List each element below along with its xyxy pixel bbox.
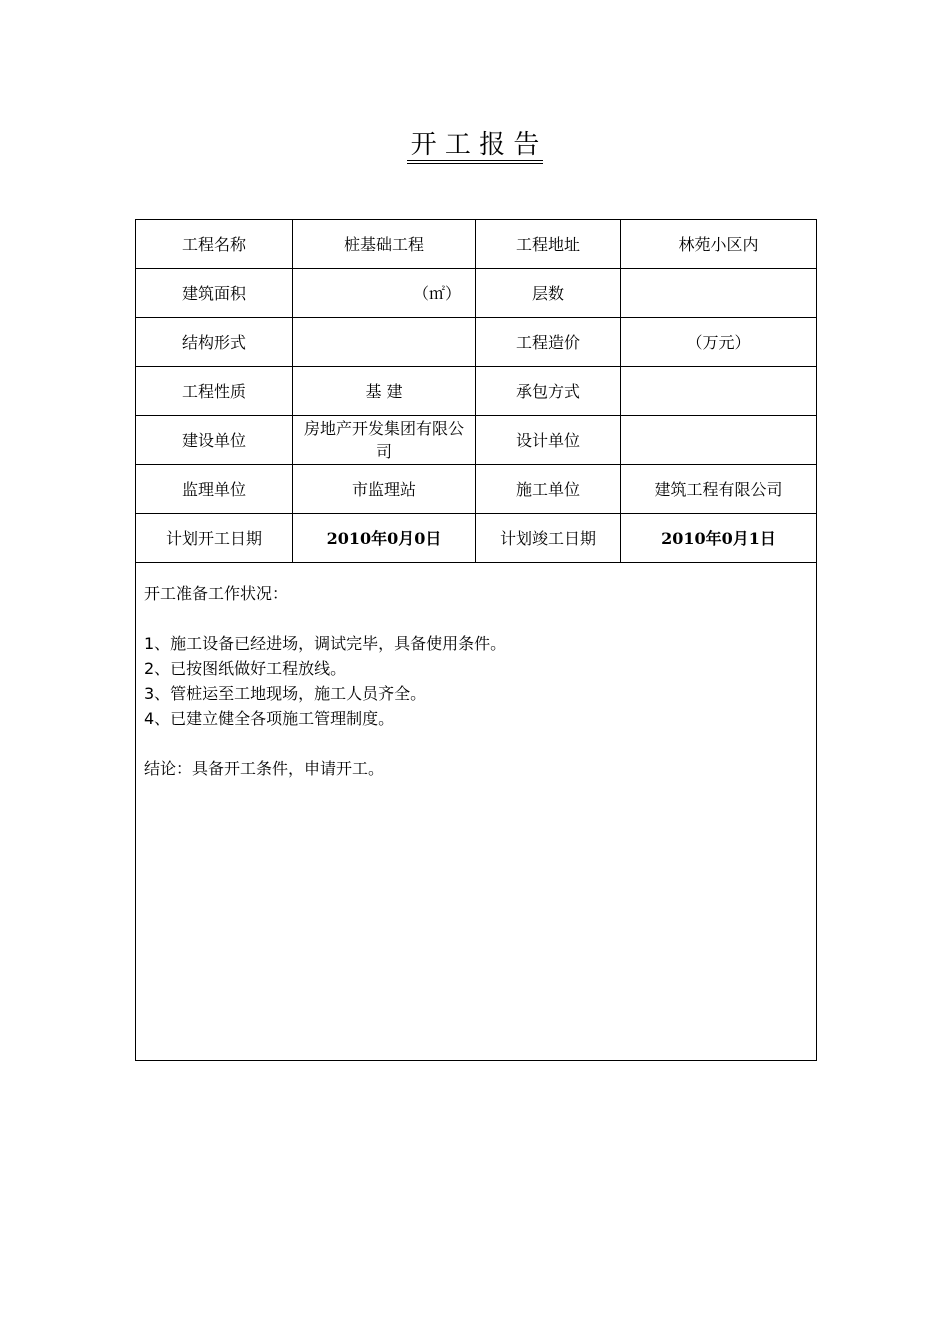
label-planned-start-date: 计划开工日期 (136, 514, 293, 563)
value-structure-type (293, 318, 476, 367)
notes-item: 2、已按图纸做好工程放线。 (144, 659, 347, 678)
label-structure-type: 结构形式 (136, 318, 293, 367)
value-project-address: 林苑小区内 (621, 220, 817, 269)
table-row (136, 220, 817, 269)
value-construction-unit: 建筑工程有限公司 (621, 465, 817, 514)
label-project-cost: 工程造价 (476, 318, 621, 367)
notes-item: 4、已建立健全各项施工管理制度。 (144, 709, 395, 728)
value-project-nature: 基 建 (293, 367, 476, 416)
value-owner-unit: 房地产开发集团有限公司 (293, 416, 476, 465)
label-building-area: 建筑面积 (136, 269, 293, 318)
notes-item: 1、施工设备已经进场，调试完毕，具备使用条件。 (144, 634, 507, 653)
label-supervision-unit: 监理单位 (136, 465, 293, 514)
value-project-name: 桩基础工程 (293, 220, 476, 269)
value-building-area: （㎡） (293, 269, 476, 318)
notes-cell (136, 563, 817, 1061)
table-row (136, 269, 817, 318)
value-floors (621, 269, 817, 318)
notes-heading: 开工准备工作状况： (144, 584, 289, 603)
notes-row (136, 563, 817, 1061)
table-row (136, 465, 817, 514)
label-project-nature: 工程性质 (136, 367, 293, 416)
page-title-text: 开 工 报 告 (407, 130, 544, 164)
report-table (135, 219, 817, 1061)
value-planned-completion-date: 2010年0月1日 (621, 514, 817, 563)
value-project-cost: （万元） (621, 318, 817, 367)
label-planned-completion-date: 计划竣工日期 (476, 514, 621, 563)
label-floors: 层数 (476, 269, 621, 318)
table-row (136, 416, 817, 465)
notes-conclusion: 结论：具备开工条件，申请开工。 (144, 759, 385, 778)
page-title (0, 128, 950, 164)
notes-item: 3、管桩运至工地现场，施工人员齐全。 (144, 684, 427, 703)
table-row (136, 318, 817, 367)
table-row (136, 514, 817, 563)
label-project-address: 工程地址 (476, 220, 621, 269)
table-row (136, 367, 817, 416)
value-design-unit (621, 416, 817, 465)
label-design-unit: 设计单位 (476, 416, 621, 465)
label-project-name: 工程名称 (136, 220, 293, 269)
label-construction-unit: 施工单位 (476, 465, 621, 514)
label-owner-unit: 建设单位 (136, 416, 293, 465)
value-planned-start-date: 2010年0月0日 (293, 514, 476, 563)
value-supervision-unit: 市监理站 (293, 465, 476, 514)
label-contract-method: 承包方式 (476, 367, 621, 416)
value-contract-method (621, 367, 817, 416)
